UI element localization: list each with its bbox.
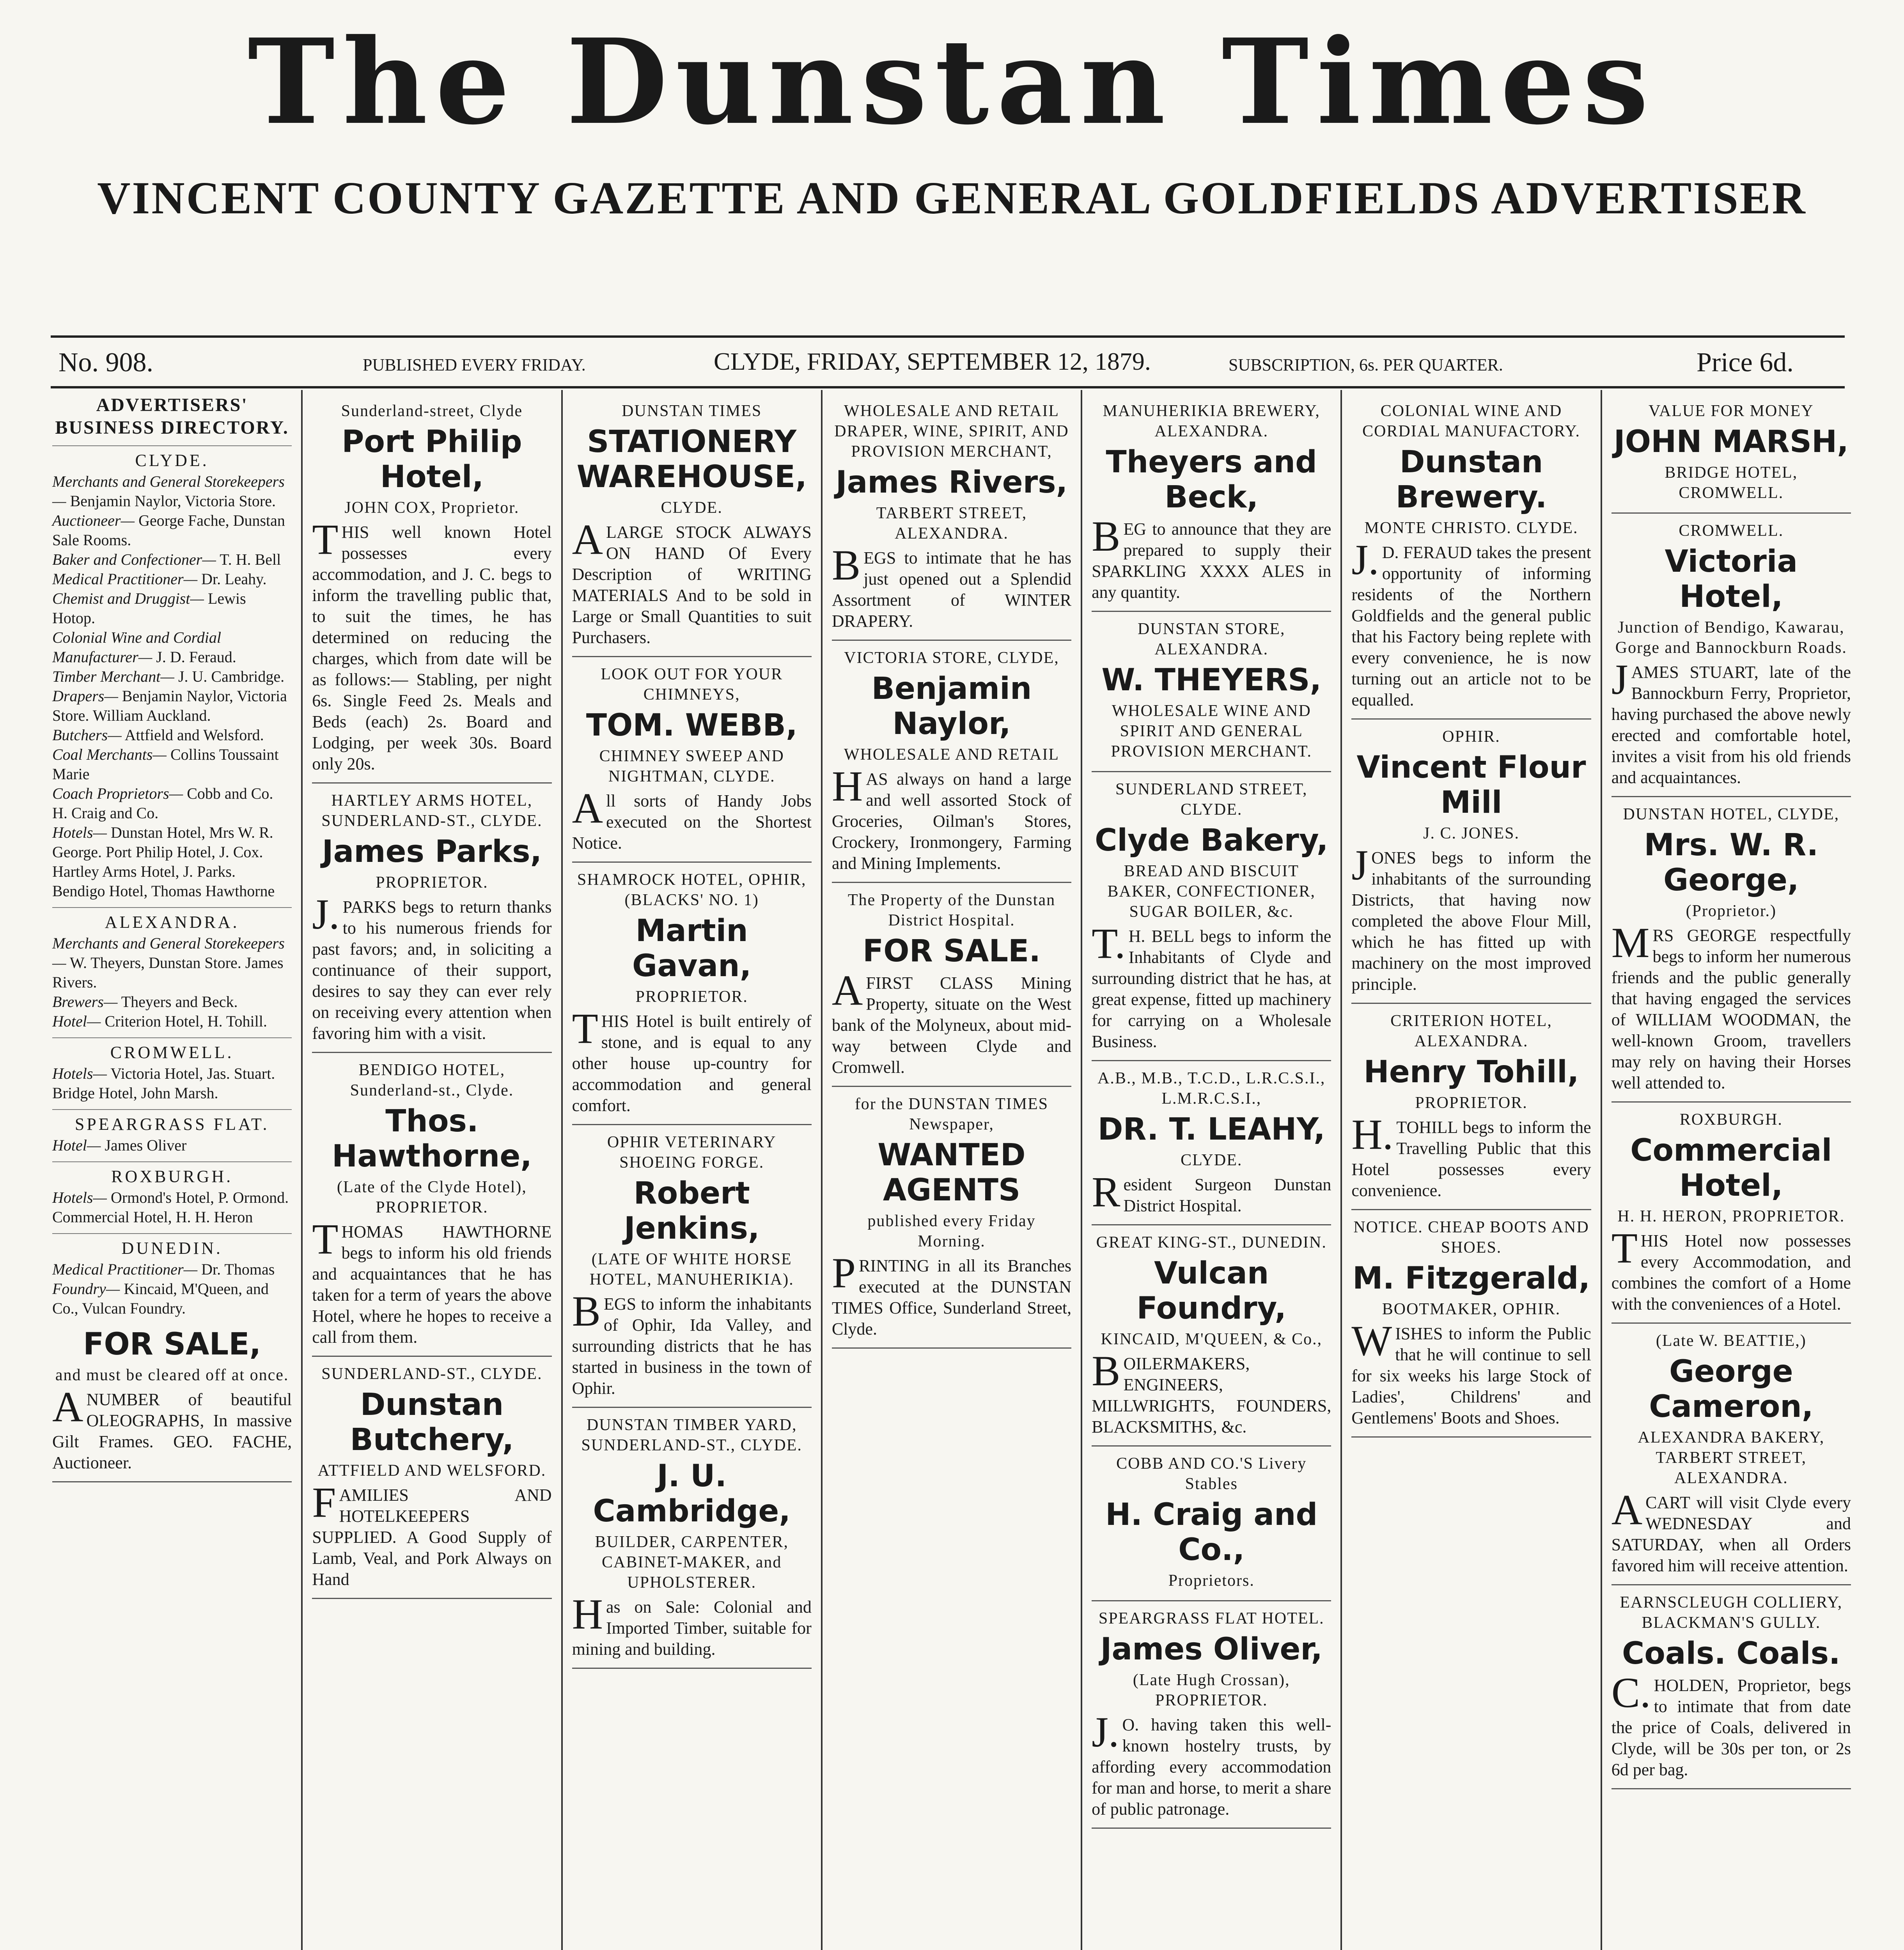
ad-subheading: DUNSTAN STORE, ALEXANDRA. xyxy=(1137,620,1285,658)
ad-body: HAS always on hand a large and well assorted Stock of Groceries, Oilman's Stores, Crockery, Ironmongery, Farming and Mining Implements. xyxy=(831,762,1072,873)
ad-heading: Mrs. W. R. George, xyxy=(1644,828,1819,898)
ad-subheading: SHAMROCK HOTEL, OPHIR, (BLACKS' NO. 1) xyxy=(577,871,807,909)
ad-proprietor: CLYDE. xyxy=(661,499,723,517)
ad-body: ALARGE STOCK ALWAYS ON HAND Of Every Description of WRITING MATERIALS And to be sold in Large or Small Quantities to suit Purchasers. xyxy=(572,516,812,647)
directory-entry xyxy=(52,992,292,1012)
ad-subheading: The Property of the Dunstan District Hospital. xyxy=(847,891,1056,929)
advertisement xyxy=(312,1053,551,1357)
ad-subheading: DUNSTAN HOTEL, CLYDE, xyxy=(1623,805,1840,823)
directory-category: Medical Practitioner— xyxy=(52,570,198,588)
advertisement xyxy=(572,1125,812,1408)
directory-category: Chemist and Druggist— xyxy=(52,590,204,607)
ad-heading: FOR SALE. xyxy=(863,934,1041,969)
ad-subheading: for the DUNSTAN TIMES Newspaper, xyxy=(854,1095,1049,1133)
directory-listing: Attfield and Welsford. xyxy=(124,726,264,744)
advertisement xyxy=(832,1087,1071,1349)
directory-section-heading: CROMWELL. xyxy=(52,1037,292,1064)
ad-body: MRS GEORGE respectfully begs to inform her numerous friends and the public generally that having engaged the services of WILLIAM WOODMAN, the well-known Groom, travellers may rely on having their Horses well attended to. xyxy=(1611,919,1851,1092)
ad-heading: Commercial Hotel, xyxy=(1630,1133,1832,1203)
advertisement xyxy=(832,641,1071,883)
directory-category: Merchants and General Storekeepers— xyxy=(52,473,285,510)
ad-proprietor: BOOTMAKER, OPHIR. xyxy=(1382,1300,1561,1318)
ad-proprietor: BREAD AND BISCUIT BAKER, CONFECTIONER, SUGAR BOILER, &c. xyxy=(1107,862,1316,921)
directory-listing: Benjamin Naylor, Victoria Store. xyxy=(70,492,276,510)
directory-category: Timber Merchant— xyxy=(52,668,174,685)
ad-subheading: WHOLESALE AND RETAIL DRAPER, WINE, SPIRIT, AND PROVISION MERCHANT, xyxy=(834,402,1069,461)
ad-proprietor: WHOLESALE WINE AND SPIRIT AND GENERAL PROVISION MERCHANT. xyxy=(1111,702,1312,760)
ad-heading: STATIONERY WAREHOUSE, xyxy=(576,424,807,495)
directory-category: Baker and Confectioner— xyxy=(52,551,216,568)
directory-listing: George Fache, Dunstan Sale Rooms. xyxy=(52,512,285,549)
directory-category: Merchants and General Storekeepers— xyxy=(52,934,285,971)
advertisement xyxy=(572,1408,812,1669)
ad-heading: Henry Tohill, xyxy=(1363,1055,1579,1090)
column-4 xyxy=(823,390,1082,1950)
directory-column xyxy=(43,390,303,1950)
for-sale-heading: FOR SALE, xyxy=(83,1327,261,1362)
ad-body: THIS Hotel now possesses every Accommodation, and combines the comfort of a Home with the conveniences of a Hotel. xyxy=(1611,1224,1851,1314)
ad-subheading: NOTICE. CHEAP BOOTS AND SHOES. xyxy=(1353,1218,1589,1257)
ad-subheading: VALUE FOR MONEY xyxy=(1649,402,1814,420)
ad-subheading: MANUHERIKIA BREWERY, ALEXANDRA. xyxy=(1103,402,1320,440)
ad-body: J.D. FERAUD takes the present opportunity of informing residents of the Northern Goldfields and the general public that his Factory being replete with every convenience, he is now turning out an article not to be equalled. xyxy=(1351,536,1591,709)
ad-heading: Martin Gavan, xyxy=(632,913,752,984)
ad-body: All sorts of Handy Jobs executed on the Shortest Notice. xyxy=(572,784,812,853)
directory-listing: Kincaid, M'Queen, and Co., Vulcan Foundry. xyxy=(52,1280,269,1317)
directory-entry xyxy=(52,511,292,550)
ad-heading: James Rivers, xyxy=(835,465,1068,500)
advertisement xyxy=(572,863,812,1125)
ad-body: Resident Surgeon Dunstan District Hospital. xyxy=(1092,1168,1331,1216)
advertisement xyxy=(832,883,1071,1087)
advertisement xyxy=(832,394,1071,641)
directory-listing: Cobb and Co. H. Craig and Co. xyxy=(52,785,273,822)
ad-heading: James Parks, xyxy=(322,834,542,869)
ad-proprietor: BRIDGE HOTEL, CROMWELL. xyxy=(1665,464,1798,502)
ad-proprietor: Proprietors. xyxy=(1168,1572,1255,1590)
directory-entry xyxy=(52,589,292,628)
advertisement xyxy=(1611,1585,1851,1789)
ad-heading: Clyde Bakery, xyxy=(1095,823,1328,858)
ad-subheading: COBB AND CO.'S Livery Stables xyxy=(1116,1455,1307,1493)
directory-entry xyxy=(52,472,292,511)
ad-heading: Theyers and Beck, xyxy=(1106,445,1317,515)
directory-category: Hotel— xyxy=(52,1012,101,1030)
directory-listing: Criterion Hotel, H. Tohill. xyxy=(105,1012,267,1030)
column-3 xyxy=(563,390,823,1950)
directory-listing: Ormond's Hotel, P. Ormond. Commercial Hotel, H. H. Heron xyxy=(52,1189,289,1226)
column-2 xyxy=(303,390,562,1950)
ad-proprietor: BUILDER, CARPENTER, CABINET-MAKER, and UPHOLSTERER. xyxy=(595,1533,789,1592)
ad-proprietor: J. C. JONES. xyxy=(1423,824,1519,842)
columns xyxy=(43,390,1860,1950)
column-7 xyxy=(1602,390,1860,1950)
ad-body: AFIRST CLASS Mining Property, situate on the West bank of the Molyneux, about mid-way between Clyde and Cromwell. xyxy=(831,966,1072,1077)
advertisement xyxy=(1351,394,1591,720)
directory-category: Colonial Wine and Cordial Manufacturer— xyxy=(52,629,221,666)
ad-subheading: CRITERION HOTEL, ALEXANDRA. xyxy=(1390,1012,1552,1050)
directory-entry xyxy=(52,569,292,589)
ad-proprietor: PROPRIETOR. xyxy=(635,988,748,1006)
ad-body: THIS Hotel is built entirely of stone, and is equal to any other house up-country for accommodation and general comfort. xyxy=(572,1005,812,1115)
ad-body: THIS well known Hotel possesses every accommodation, and J. C. begs to inform the travelling public that, to suit the times, he has determined on reducing the charges, which from date will be as follows:— Stabling, per night 6s. Single Feed 2s. Meals and Beds (each) 2s. Board and Lodging, per week 30s. Board only 20s. xyxy=(312,516,552,773)
ad-proprietor: JOHN COX, Proprietor. xyxy=(344,499,519,517)
ad-heading: George Cameron, xyxy=(1649,1354,1814,1424)
directory-entry xyxy=(52,1064,292,1103)
ad-subheading: SUNDERLAND STREET, CLYDE. xyxy=(1115,780,1308,819)
ad-proprietor: (Late Hugh Crossan), PROPRIETOR. xyxy=(1133,1671,1290,1709)
ad-subheading: SUNDERLAND-ST., CLYDE. xyxy=(321,1365,542,1383)
ad-body: BEG to announce that they are prepared to supply their SPARKLING XXXX ALES in any quantity. xyxy=(1092,512,1331,602)
for-sale-ad xyxy=(52,1318,292,1482)
issue-date: CLYDE, FRIDAY, SEPTEMBER 12, 1879. xyxy=(714,347,1151,375)
ad-subheading: DUNSTAN TIMES xyxy=(622,402,762,420)
ad-body: Has on Sale: Colonial and Imported Timber, suitable for mining and building. xyxy=(572,1590,812,1659)
ad-subheading: GREAT KING-ST., DUNEDIN. xyxy=(1096,1234,1327,1252)
ad-heading: Vincent Flour Mill xyxy=(1356,750,1586,820)
ad-proprietor: published every Friday Morning. xyxy=(867,1212,1036,1250)
ad-body: BEGS to inform the inhabitants of Ophir, Ida Valley, and surrounding districts that he has started in business in the town of Ophir. xyxy=(572,1287,812,1398)
directory-category: Butchers— xyxy=(52,726,122,744)
ad-proprietor: (LATE OF WHITE HORSE HOTEL, MANUHERIKIA). xyxy=(589,1250,794,1289)
ad-body: THOMAS HAWTHORNE begs to inform his old friends and acquaintances that he has taken for a term of years the above Hotel, where he hopes to receive a call from them. xyxy=(312,1215,552,1347)
advertisement xyxy=(1092,1061,1331,1225)
advertisement xyxy=(1611,797,1851,1103)
ad-proprietor: PROPRIETOR. xyxy=(1415,1094,1528,1112)
ad-body: BOILERMAKERS, ENGINEERS, MILLWRIGHTS, FOUNDERS, BLACKSMITHS, &c. xyxy=(1092,1347,1331,1436)
ad-proprietor: (Late of the Clyde Hotel), PROPRIETOR. xyxy=(337,1178,527,1216)
directory-entry xyxy=(52,745,292,784)
ad-subheading: COLONIAL WINE AND CORDIAL MANUFACTORY. xyxy=(1362,402,1580,440)
directory-entry xyxy=(52,686,292,725)
top-rule xyxy=(51,335,1845,338)
ad-body: WISHES to inform the Public that he will continue to sell for six weeks his large Stock of Ladies', Childrens' and Gentlemens' Boots and Shoes. xyxy=(1351,1317,1591,1427)
ad-heading: TOM. WEBB, xyxy=(586,708,798,743)
ad-heading: James Oliver, xyxy=(1100,1632,1323,1667)
ad-body: BEGS to intimate that he has just opened out a Splendid Assortment of WINTER DRAPERY. xyxy=(831,541,1072,631)
directory-title: ADVERTISERS' BUSINESS DIRECTORY. xyxy=(55,395,289,438)
directory-category: Brewers— xyxy=(52,993,118,1010)
advertisement xyxy=(1351,1004,1591,1210)
ad-subheading: BENDIGO HOTEL, Sunderland-st., Clyde. xyxy=(350,1061,514,1099)
directory-listing: Victoria Hotel, Jas. Stuart. Bridge Hotel, John Marsh. xyxy=(52,1065,275,1102)
advertisement xyxy=(1092,612,1331,772)
directory-section-heading: DUNEDIN. xyxy=(52,1233,292,1260)
column-6 xyxy=(1342,390,1602,1950)
ad-heading: JOHN MARSH, xyxy=(1613,424,1849,459)
ad-subheading: (Late W. BEATTIE,) xyxy=(1656,1332,1806,1350)
advertisement xyxy=(1092,1601,1331,1829)
ad-heading: Robert Jenkins, xyxy=(624,1176,760,1246)
ad-subheading: Sunderland-street, Clyde xyxy=(341,402,523,420)
price: Price 6d. xyxy=(1697,347,1794,378)
advertisement xyxy=(572,394,812,657)
ad-subheading: LOOK OUT FOR YOUR CHIMNEYS, xyxy=(601,665,783,704)
directory-listing: Dunstan Hotel, Mrs W. R. George. Port Philip Hotel, J. Cox. Hartley Arms Hotel, J. Parks. Bendigo Hotel, Thomas Hawthorne xyxy=(52,824,275,900)
ad-heading: Vulcan Foundry, xyxy=(1136,1256,1287,1326)
ad-subheading: CROMWELL. xyxy=(1679,522,1784,540)
directory-category: Hotels— xyxy=(52,1065,107,1082)
directory-entry xyxy=(52,934,292,992)
directory-category: Medical Practitioner— xyxy=(52,1260,198,1278)
ad-heading: W. THEYERS, xyxy=(1101,663,1322,698)
newspaper-title: The Dunstan Times xyxy=(248,13,1656,151)
directory-entry xyxy=(52,725,292,745)
ad-heading: Coals. Coals. xyxy=(1622,1636,1840,1671)
for-sale-note: and must be cleared off at once. xyxy=(55,1366,289,1384)
ad-subheading: DUNSTAN TIMBER YARD, SUNDERLAND-ST., CLYDE. xyxy=(581,1416,802,1454)
ad-heading: Port Philip Hotel, xyxy=(342,424,522,495)
directory-category: Auctioneer— xyxy=(52,512,135,529)
newspaper-subtitle: VINCENT COUNTY GAZETTE AND GENERAL GOLDFIELDS ADVERTISER xyxy=(97,172,1807,223)
ad-subheading: A.B., M.B., T.C.D., L.R.C.S.I., L.M.R.C.S.I., xyxy=(1097,1069,1326,1108)
ad-heading: J. U. Cambridge, xyxy=(593,1459,791,1529)
directory-listing: Lewis Hotop. xyxy=(52,590,246,627)
advertisement xyxy=(1611,394,1851,514)
ad-body: J.PARKS begs to return thanks to his numerous friends for past favors; and, in soliciting a continuance of their support, desires to say they can ever rely on receiving every attention when favoring him with a visit. xyxy=(312,890,552,1043)
ad-heading: DR. T. LEAHY, xyxy=(1097,1112,1325,1147)
directory-category: Hotel— xyxy=(52,1136,101,1154)
directory-entry xyxy=(52,628,292,667)
directory-listing: T. H. Bell xyxy=(220,551,281,568)
ad-proprietor: WHOLESALE AND RETAIL xyxy=(844,746,1060,764)
directory-listing: Collins Toussaint Marie xyxy=(52,746,279,783)
directory-entry xyxy=(52,1260,292,1279)
ad-subheading: OPHIR VETERINARY SHOEING FORGE. xyxy=(607,1133,776,1172)
ad-heading: Thos. Hawthorne, xyxy=(332,1104,532,1174)
ad-heading: M. Fitzgerald, xyxy=(1352,1261,1590,1296)
ad-body: JONES begs to inform the inhabitants of the surrounding Districts, that having now completed the above Flour Mill, which he has fitted up with machinery on the most improved principle. xyxy=(1351,841,1591,994)
directory-listing: W. Theyers, Dunstan Store. James Rivers. xyxy=(52,954,284,991)
masthead xyxy=(0,8,1904,225)
directory-listing: Dr. Leahy. xyxy=(201,570,267,588)
advertisement xyxy=(1611,1103,1851,1324)
oleographs-text: ANUMBER of beautiful OLEOGRAPHS, In massive Gilt Frames. GEO. FACHE, Auctioneer. xyxy=(52,1383,292,1472)
published-note: PUBLISHED EVERY FRIDAY. xyxy=(363,355,586,374)
ad-subheading: ROXBURGH. xyxy=(1679,1111,1783,1129)
ad-subheading: OPHIR. xyxy=(1442,728,1500,746)
advertisement xyxy=(1611,514,1851,797)
ad-heading: Victoria Hotel, xyxy=(1665,544,1798,614)
directory-listing: J. U. Cambridge. xyxy=(178,668,285,685)
ad-proprietor: (Proprietor.) xyxy=(1686,902,1777,920)
directory-listing: J. D. Feraud. xyxy=(156,648,236,666)
advertisement xyxy=(1092,394,1331,612)
directory-category: Foundry— xyxy=(52,1280,120,1298)
directory-entry xyxy=(52,667,292,686)
directory-section-heading: SPEARGRASS FLAT. xyxy=(52,1109,292,1136)
directory-category: Hotels— xyxy=(52,824,107,841)
ad-heading: Benjamin Naylor, xyxy=(871,671,1032,741)
advertisement xyxy=(312,1357,551,1599)
directory-listing: Theyers and Beck. xyxy=(121,993,238,1010)
ad-subheading: VICTORIA STORE, CLYDE, xyxy=(844,649,1059,667)
ad-proprietor: CLYDE. xyxy=(1181,1151,1243,1169)
directory-listing: Dr. Thomas xyxy=(201,1260,275,1278)
ad-proprietor: ATTFIELD AND WELSFORD. xyxy=(317,1462,546,1480)
directory-section-heading: CLYDE. xyxy=(52,445,292,472)
ad-body: FAMILIES AND HOTELKEEPERS SUPPLIED. A Good Supply of Lamb, Veal, and Pork Always on Hand xyxy=(312,1478,552,1589)
dateline-rule xyxy=(51,386,1845,388)
directory-entry xyxy=(52,1012,292,1031)
ad-proprietor: PROPRIETOR. xyxy=(376,874,488,892)
ad-proprietor: Junction of Bendigo, Kawarau, Gorge and Bannockburn Roads. xyxy=(1615,619,1847,657)
directory-category: Drapers— xyxy=(52,687,118,705)
ad-proprietor: KINCAID, M'QUEEN, & Co., xyxy=(1101,1330,1323,1348)
directory-entry xyxy=(52,550,292,569)
advertisement xyxy=(1351,720,1591,1004)
ad-body: C.HOLDEN, Proprietor, begs to intimate that from date the price of Coals, delivered in Clyde, will be 30s per ton, or 2s 6d per bag. xyxy=(1611,1669,1851,1779)
directory-listing: Benjamin Naylor, Victoria Store. William Auckland. xyxy=(52,687,287,724)
ad-proprietor: CHIMNEY SWEEP AND NIGHTMAN, CLYDE. xyxy=(599,747,784,785)
directory-category: Coach Proprietors— xyxy=(52,785,183,802)
ad-proprietor: TARBERT STREET, ALEXANDRA. xyxy=(876,504,1027,542)
directory-entry xyxy=(52,784,292,823)
issue-number: No. 908. xyxy=(59,347,154,378)
ad-body: J.O. having taken this well-known hostelry trusts, by affording every accommodation for man and horse, to merit a share of public patronage. xyxy=(1092,1708,1331,1819)
ad-heading: H. Craig and Co., xyxy=(1105,1497,1318,1567)
directory-listing: James Oliver xyxy=(105,1136,187,1154)
ad-heading: Dunstan Brewery. xyxy=(1395,445,1547,515)
directory-entry xyxy=(52,1279,292,1318)
advertisement xyxy=(572,657,812,863)
subscription-note: SUBSCRIPTION, 6s. PER QUARTER. xyxy=(1229,355,1503,374)
ad-heading: Dunstan Butchery, xyxy=(350,1387,514,1457)
ad-body: T.H. BELL begs to inform the Inhabitants of Clyde and surrounding district that he has, at great expense, fitted up machinery for carrying on a Wholesale Business. xyxy=(1092,920,1331,1051)
advertisement xyxy=(1611,1324,1851,1585)
ad-subheading: EARNSCLEUGH COLLIERY, BLACKMAN'S GULLY. xyxy=(1620,1594,1843,1632)
ad-body: PRINTING in all its Branches executed at the DUNSTAN TIMES Office, Sunderland Street, Clyde. xyxy=(831,1249,1072,1338)
advertisement xyxy=(1092,772,1331,1061)
directory-entry xyxy=(52,1136,292,1155)
advertisement xyxy=(312,394,551,784)
advertisement xyxy=(312,784,551,1053)
ad-proprietor: ALEXANDRA BAKERY, TARBERT STREET, ALEXANDRA. xyxy=(1638,1429,1825,1487)
ad-body: ACART will visit Clyde every WEDNESDAY and SATURDAY, when all Orders favored him will receive attention. xyxy=(1611,1486,1851,1575)
ad-proprietor: H. H. HERON, PROPRIETOR. xyxy=(1617,1207,1845,1225)
directory-entry xyxy=(52,823,292,901)
directory-category: Hotels— xyxy=(52,1189,107,1206)
ad-heading: WANTED AGENTS xyxy=(878,1138,1026,1208)
advertisement xyxy=(1092,1225,1331,1447)
ad-proprietor: MONTE CHRISTO. CLYDE. xyxy=(1364,519,1578,537)
advertisement xyxy=(1092,1447,1331,1601)
ad-body: H.TOHILL begs to inform the Travelling Public that this Hotel possesses every convenience. xyxy=(1351,1111,1591,1200)
dateline xyxy=(51,343,1845,386)
ad-body: JAMES STUART, late of the Bannockburn Ferry, Proprietor, having purchased the above newly erected and comfortable hotel, invites a visit from his old friends and acquaintances. xyxy=(1611,656,1851,787)
ad-subheading: HARTLEY ARMS HOTEL, SUNDERLAND-ST., CLYDE. xyxy=(321,792,542,830)
directory-section-heading: ROXBURGH. xyxy=(52,1161,292,1188)
advertisement xyxy=(1351,1210,1591,1438)
directory-entry xyxy=(52,1188,292,1227)
directory-section-heading: ALEXANDRA. xyxy=(52,907,292,934)
column-5 xyxy=(1082,390,1342,1950)
ad-subheading: SPEARGRASS FLAT HOTEL. xyxy=(1098,1610,1324,1627)
directory-category: Coal Merchants— xyxy=(52,746,167,763)
